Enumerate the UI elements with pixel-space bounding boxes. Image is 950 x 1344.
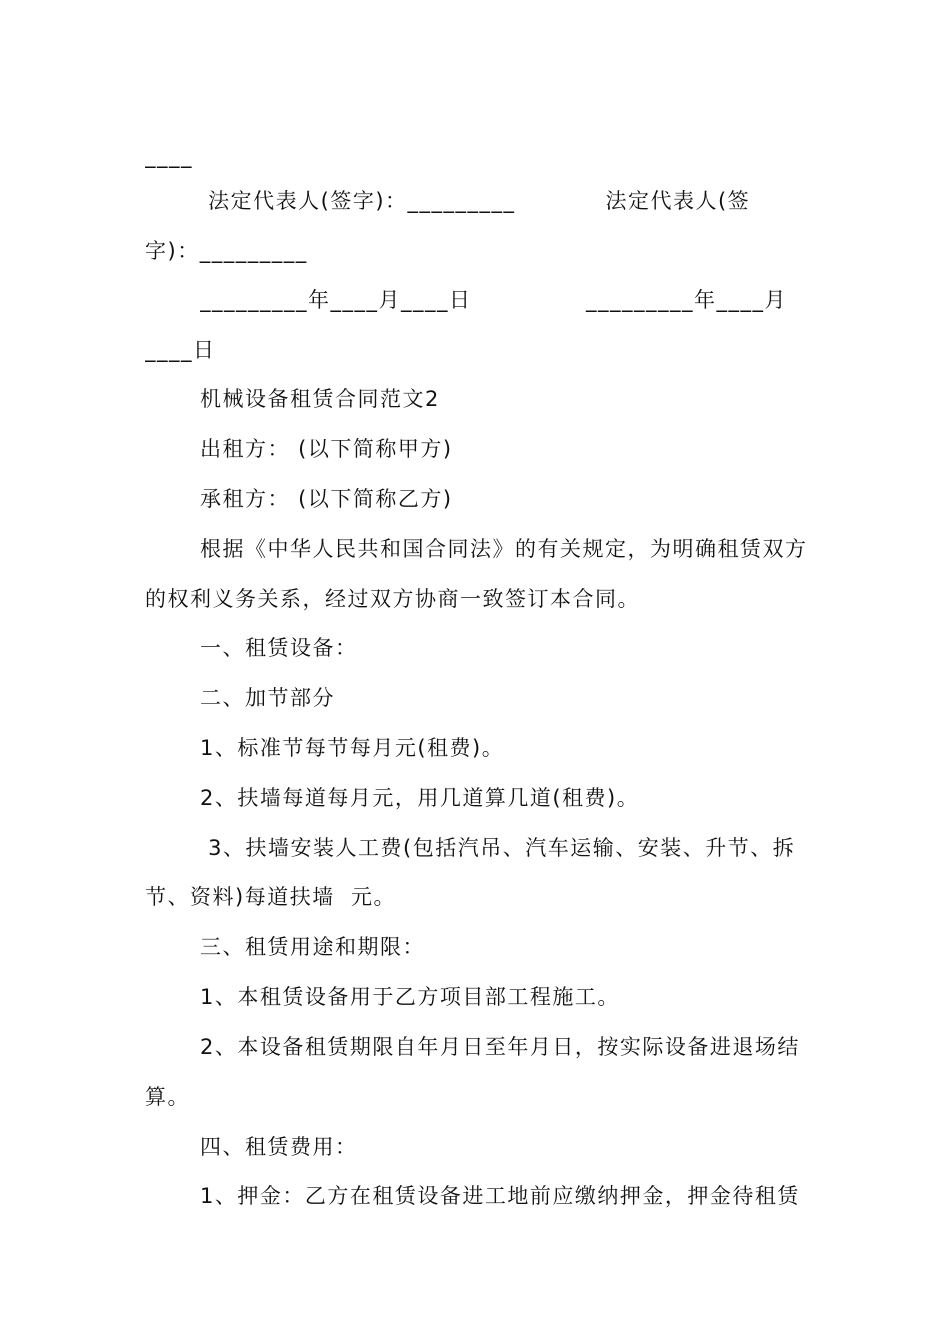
section-heading-extension: 二、加节部分 xyxy=(200,686,335,710)
section-heading-fees: 四、租赁费用： xyxy=(200,1135,358,1159)
lessee-line: 承租方： (以下简称乙方) xyxy=(200,487,453,511)
contract-title: 机械设备租赁合同范文2 xyxy=(200,387,440,411)
clause-standard-section: 1、标准节每节每月元(租费)。 xyxy=(200,736,505,760)
clause-installation-labor-line-2: 节、资料)每道扶墙 元。 xyxy=(145,885,397,909)
date-line: _________年____月____日 _________年____月 xyxy=(200,288,787,312)
clause-term-line-1: 2、本设备租赁期限自年月日至年月日，按实际设备进退场结 xyxy=(200,1035,800,1059)
clause-wall-brace: 2、扶墙每道每月元，用几道算几道(租费)。 xyxy=(200,786,640,810)
section-heading-purpose-term: 三、租赁用途和期限： xyxy=(200,935,425,959)
clause-installation-labor-line-1: 3、扶墙安装人工费(包括汽吊、汽车运输、安装、升节、拆 xyxy=(200,836,796,860)
lessor-line: 出租方： (以下简称甲方) xyxy=(200,437,453,461)
clause-purpose: 1、本租赁设备用于乙方项目部工程施工。 xyxy=(200,985,620,1009)
clause-deposit: 1、押金：乙方在租赁设备进工地前应缴纳押金，押金待租赁 xyxy=(200,1184,800,1208)
preamble-paragraph-line-1: 根据《中华人民共和国合同法》的有关规定，为明确租赁双方 xyxy=(200,537,808,561)
legal-representative-signature-line: 法定代表人(签字)：_________ 法定代表人(签 xyxy=(200,189,751,213)
date-line-continuation: ____日 xyxy=(145,338,216,362)
signature-line-continuation: 字)：_________ xyxy=(145,239,308,263)
section-heading-equipment: 一、租赁设备： xyxy=(200,636,358,660)
preamble-paragraph-line-2: 的权利义务关系，经过双方协商一致签订本合同。 xyxy=(145,587,640,611)
clause-term-line-2: 算。 xyxy=(145,1085,190,1109)
signature-blank-line: ____ xyxy=(145,144,193,168)
